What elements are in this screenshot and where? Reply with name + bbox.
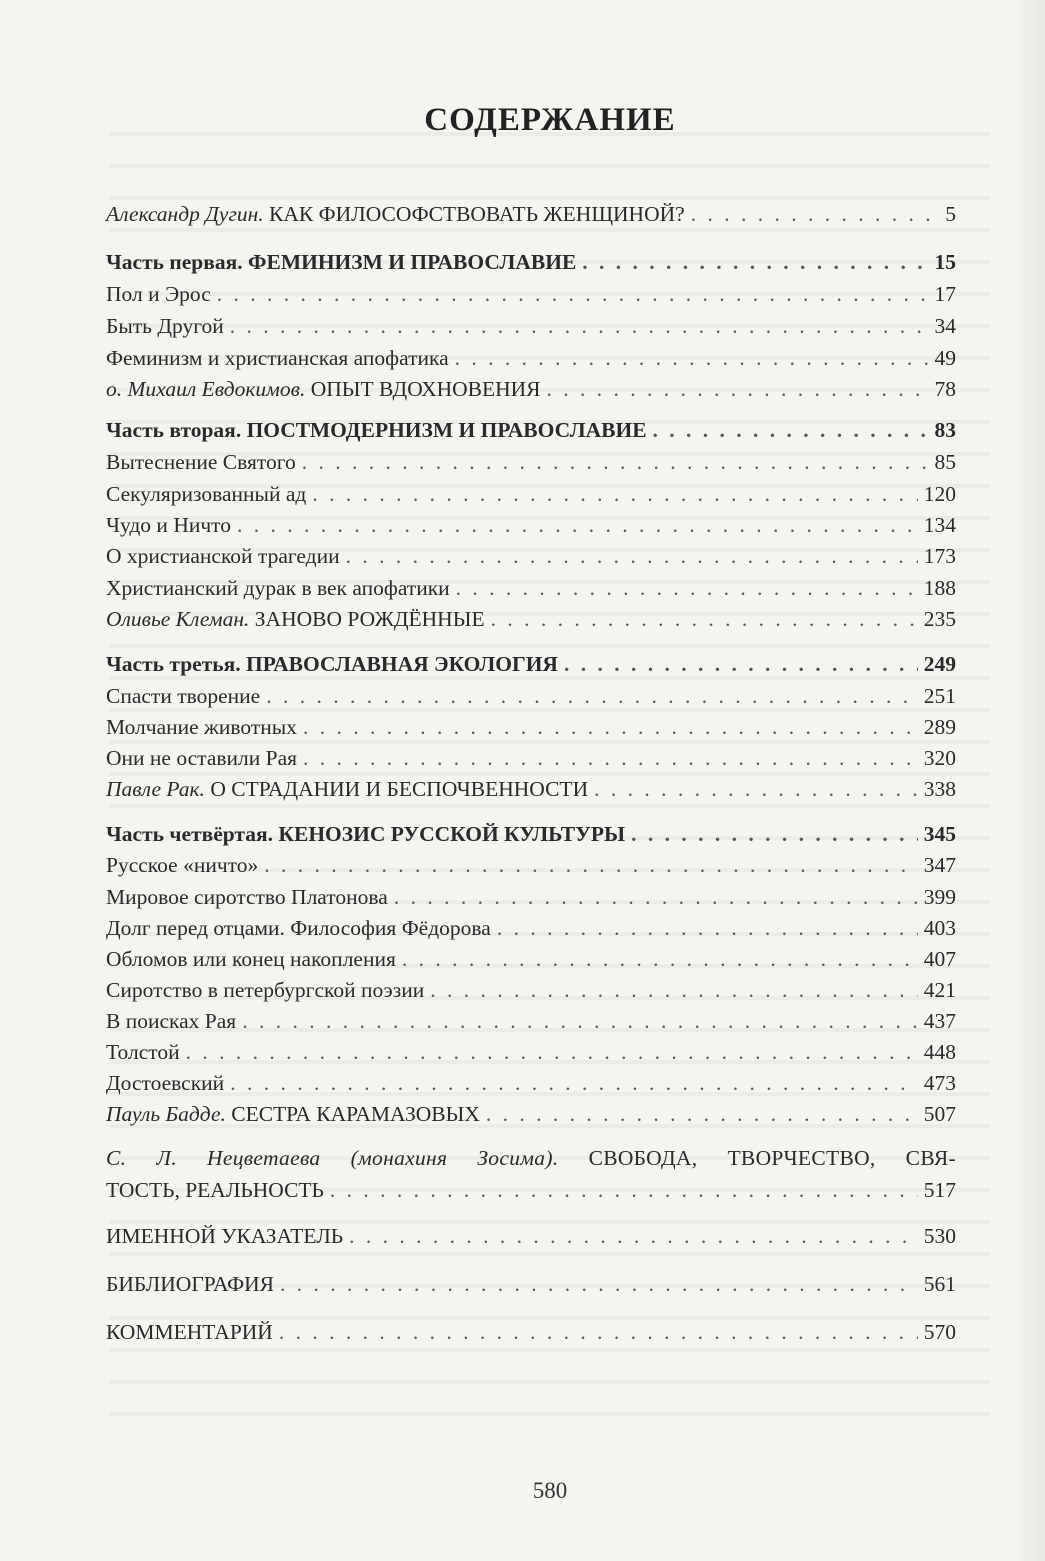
- entry-page: 251: [923, 684, 956, 708]
- entry-page: 134: [923, 513, 956, 537]
- entry-page: 338: [923, 777, 956, 801]
- toc-entry[interactable]: [106, 310, 956, 342]
- page-title: СОДЕРЖАНИЕ: [424, 102, 676, 138]
- leader-dots: [631, 818, 918, 850]
- leader-dots: [280, 1268, 918, 1300]
- entry-page: 421: [923, 978, 956, 1002]
- page-number: 580: [532, 1478, 568, 1503]
- toc-entry[interactable]: [106, 373, 956, 405]
- toc-entry[interactable]: [106, 773, 956, 805]
- leader-dots: [264, 849, 917, 881]
- entry-author: Александр Дугин.: [106, 202, 264, 226]
- leader-dots: [594, 773, 918, 805]
- entry-title: Долг перед отцами. Философия Фёдорова: [106, 916, 491, 940]
- leader-dots: [653, 414, 929, 446]
- leader-dots: [349, 1220, 918, 1252]
- leader-dots: [302, 446, 929, 478]
- entry-page: 289: [923, 715, 956, 739]
- toc-entry[interactable]: [106, 446, 956, 478]
- leader-dots: [266, 680, 918, 712]
- toc-entry[interactable]: [106, 478, 956, 510]
- entry-page: 83: [934, 418, 956, 442]
- entry-page: 448: [923, 1040, 956, 1064]
- entry-title: Они не оставили Рая: [106, 746, 298, 770]
- toc-entry[interactable]: [106, 198, 956, 230]
- entry-title: БИБЛИОГРАФИЯ: [106, 1272, 274, 1296]
- entry-title: Вытеснение Святого: [106, 450, 296, 474]
- toc-part-heading[interactable]: [106, 648, 956, 680]
- toc-part-heading[interactable]: [106, 818, 956, 850]
- toc-entry[interactable]: [106, 943, 956, 975]
- toc-entry[interactable]: [106, 278, 956, 310]
- entry-title: ОПЫТ ВДОХНОВЕНИЯ: [310, 377, 541, 401]
- toc-entry[interactable]: [106, 849, 956, 881]
- toc-entry[interactable]: [106, 572, 956, 604]
- toc-entry-essay[interactable]: [106, 1142, 956, 1174]
- leader-dots: [402, 943, 918, 975]
- entry-title: Русское «ничто»: [106, 853, 259, 877]
- toc-entry[interactable]: [106, 1316, 956, 1348]
- entry-title: Секуляризованный ад: [106, 482, 307, 506]
- entry-title: Спасти творение: [106, 684, 261, 708]
- entry-title: Мировое сиротство Платонова: [106, 885, 388, 909]
- entry-page: 34: [934, 314, 956, 338]
- toc-entry[interactable]: [106, 680, 956, 712]
- entry-author: С. Л. Нецветаева (монахиня Зосима).: [106, 1146, 559, 1170]
- toc-entry[interactable]: [106, 711, 956, 743]
- page-edge: [1019, 0, 1045, 1561]
- toc-entry[interactable]: [106, 1005, 956, 1037]
- entry-page: 399: [923, 885, 956, 909]
- entry-page: 120: [923, 482, 956, 506]
- leader-dots: [346, 540, 918, 572]
- leader-dots: [547, 373, 929, 405]
- leader-dots: [456, 572, 918, 604]
- entry-author: о. Михаил Евдокимов.: [106, 377, 306, 401]
- toc-entry[interactable]: [106, 881, 956, 913]
- leader-dots: [186, 1036, 918, 1068]
- entry-title: Чудо и Ничто: [106, 513, 232, 537]
- leader-dots: [230, 1067, 918, 1099]
- leader-dots: [486, 1098, 918, 1130]
- leader-dots: [455, 342, 929, 374]
- toc-entry[interactable]: [106, 1036, 956, 1068]
- entry-title: КОММЕНТАРИЙ: [106, 1320, 273, 1344]
- toc-entry[interactable]: [106, 1067, 956, 1099]
- toc-entry-essay-continued[interactable]: [106, 1174, 956, 1206]
- leader-dots: [330, 1174, 918, 1206]
- entry-title: КАК ФИЛОСОФСТВОВАТЬ ЖЕНЩИНОЙ?: [269, 202, 685, 226]
- entry-title: ИМЕННОЙ УКАЗАТЕЛЬ: [106, 1224, 344, 1248]
- entry-page: 347: [923, 853, 956, 877]
- entry-page: 407: [923, 947, 956, 971]
- toc-entry[interactable]: [106, 603, 956, 635]
- entry-title: Часть вторая. ПОСТМОДЕРНИЗМ И ПРАВОСЛАВИЕ: [106, 418, 647, 442]
- entry-title: В поисках Рая: [106, 1009, 237, 1033]
- entry-author: Пауль Бадде.: [106, 1102, 226, 1126]
- entry-page: 437: [923, 1009, 956, 1033]
- leader-dots: [564, 648, 918, 680]
- leader-dots: [230, 310, 929, 342]
- entry-title: ЗАНОВО РОЖДЁННЫЕ: [254, 607, 485, 631]
- toc-entry[interactable]: [106, 1268, 956, 1300]
- leader-dots: [497, 912, 918, 944]
- entry-page: 561: [923, 1272, 956, 1296]
- entry-page: 320: [923, 746, 956, 770]
- entry-title: Часть третья. ПРАВОСЛАВНАЯ ЭКОЛОГИЯ: [106, 652, 558, 676]
- leader-dots: [312, 478, 917, 510]
- entry-title: Сиротство в петербургской поэзии: [106, 978, 425, 1002]
- entry-title: Феминизм и христианская апофатика: [106, 346, 449, 370]
- entry-page: 49: [934, 346, 956, 370]
- entry-page: 5: [945, 202, 956, 226]
- entry-title: Пол и Эрос: [106, 282, 211, 306]
- entry-page: 173: [923, 544, 956, 568]
- entry-author: Павле Рак.: [106, 777, 205, 801]
- toc-entry[interactable]: [106, 509, 956, 541]
- entry-page: 345: [923, 822, 956, 846]
- leader-dots: [491, 603, 918, 635]
- entry-title: Часть первая. ФЕМИНИЗМ И ПРАВОСЛАВИЕ: [106, 250, 577, 274]
- leader-dots: [430, 974, 917, 1006]
- entry-page: 570: [923, 1320, 956, 1344]
- entry-page: 15: [934, 250, 956, 274]
- toc-entry[interactable]: [106, 974, 956, 1006]
- toc-entry[interactable]: [106, 1220, 956, 1252]
- entry-title: Обломов или конец накопления: [106, 947, 396, 971]
- entry-page: 517: [923, 1178, 956, 1202]
- entry-title: СВОБОДА, ТВОРЧЕСТВО, СВЯ-: [588, 1146, 956, 1170]
- toc-part-heading[interactable]: [106, 414, 956, 446]
- leader-dots: [303, 742, 918, 774]
- leader-dots: [303, 711, 918, 743]
- leader-dots: [237, 509, 918, 541]
- entry-page: 85: [934, 450, 956, 474]
- toc-entry[interactable]: [106, 742, 956, 774]
- entry-title: Достоевский: [106, 1071, 225, 1095]
- leader-dots: [691, 198, 940, 230]
- leader-dots: [242, 1005, 918, 1037]
- toc-entry[interactable]: [106, 912, 956, 944]
- entry-page: 188: [923, 576, 956, 600]
- leader-dots: [279, 1316, 918, 1348]
- entry-page: 530: [923, 1224, 956, 1248]
- entry-title: ТОСТЬ, РЕАЛЬНОСТЬ: [106, 1178, 324, 1202]
- leader-dots: [582, 246, 928, 278]
- entry-title: Быть Другой: [106, 314, 224, 338]
- entry-page: 249: [923, 652, 956, 676]
- entry-title: Толстой: [106, 1040, 180, 1064]
- leader-dots: [217, 278, 929, 310]
- entry-title: О СТРАДАНИИ И БЕСПОЧВЕННОСТИ: [210, 777, 589, 801]
- toc-entry[interactable]: [106, 1098, 956, 1130]
- entry-title: Христианский дурак в век апофатики: [106, 576, 450, 600]
- entry-title: Молчание животных: [106, 715, 297, 739]
- entry-page: 473: [923, 1071, 956, 1095]
- entry-title: СЕСТРА КАРАМАЗОВЫХ: [231, 1102, 480, 1126]
- entry-title: Часть четвёртая. КЕНОЗИС РУССКОЙ КУЛЬТУРЫ: [106, 822, 626, 846]
- entry-page: 78: [934, 377, 956, 401]
- entry-page: 235: [923, 607, 956, 631]
- entry-page: 403: [923, 916, 956, 940]
- toc-entry[interactable]: [106, 540, 956, 572]
- entry-page: 17: [934, 282, 956, 306]
- entry-page: 507: [923, 1102, 956, 1126]
- leader-dots: [394, 881, 918, 913]
- toc-entry[interactable]: [106, 342, 956, 374]
- entry-author: Оливье Клеман.: [106, 607, 250, 631]
- toc-part-heading[interactable]: [106, 246, 956, 278]
- entry-title: О христианской трагедии: [106, 544, 340, 568]
